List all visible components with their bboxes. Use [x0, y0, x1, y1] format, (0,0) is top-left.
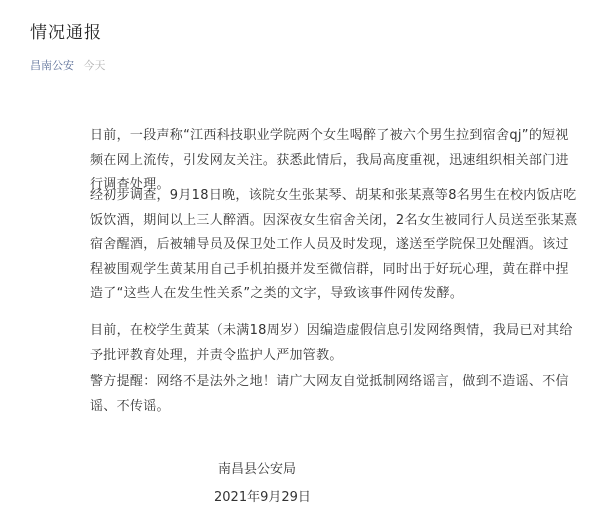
paragraph-3 [62, 319, 582, 368]
paragraph-text: 经初步调查，9月18日晚，该院女生张某琴、胡某和张某熹等8名男生在校内饭店吃饭饮酒，期间以上三人醉酒。因深夜女生宿舍关闭，2名女生被同行人员送至张某熹宿舍醒酒，后被辅导员及保卫处工作人员及时发现，遂送至学院保卫处醒酒。该过程被围观学生黄某用自己手机拍摄并发至微信群，同时出于好玩心理，黄在群中捏造了“这些人在发生性关系”之类的文字，导致该事件网传发酵。 [90, 188, 578, 301]
publish-time: 今天 [83, 59, 106, 72]
signature-date: 2021年9月29日 [214, 490, 311, 505]
paragraph-text: 日前，一段声称“江西科技职业学院两个女生喝醉了被六个男生拉到宿舍qj”的短视频在网上流传，引发网友关注。获悉此情后，我局高度重视，迅速组织相关部门进行调查处理。 [90, 128, 569, 192]
article-title: 情况通报 [30, 23, 102, 43]
paragraph-text: 警方提醒：网络不是法外之地！请广大网友自觉抵制网络谣言，做到不造谣、不信谣、不传谣。 [90, 374, 569, 414]
paragraph-text: 目前，在校学生黄某（未满18周岁）因编造虚假信息引发网络舆情，我局已对其给予批评教育处理，并责令监护人严加管教。 [90, 323, 573, 363]
account-name-link[interactable]: 昌南公安 [30, 59, 74, 72]
paragraph-2 [62, 184, 582, 307]
article-meta [30, 57, 106, 73]
signature-organization: 南昌县公安局 [218, 462, 297, 477]
paragraph-4 [62, 370, 582, 419]
